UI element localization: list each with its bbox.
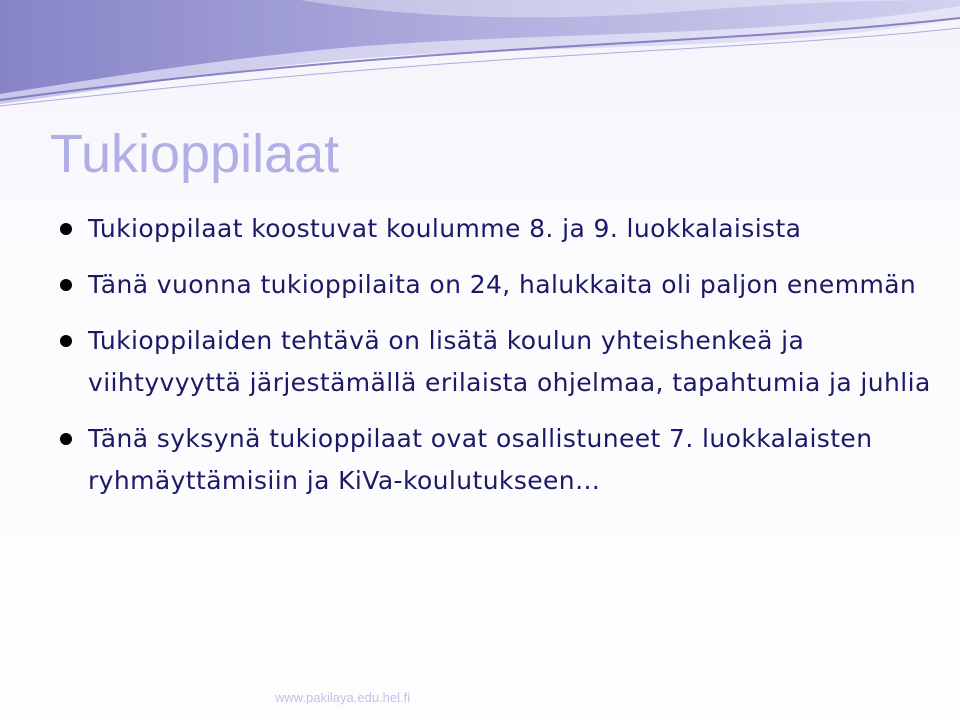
bullet-text: Tukioppilaat koostuvat koulumme 8. ja 9. luokkalaisista [88,214,802,243]
bullet-item [60,264,940,306]
footer-url: www.pakilaya.edu.hel.fi [275,690,411,705]
slide-title: Tukioppilaat [50,124,340,184]
bullet-item [60,208,940,250]
header-wave-decoration [0,0,960,110]
bullet-text: Tänä syksynä tukioppilaat ovat osallistuneet 7. luokkalaisten ryhmäyttämisiin ja KiVa-koulutukseen… [88,424,873,495]
bullet-text: Tukioppilaiden tehtävä on lisätä koulun yhteishenkeä ja viihtyvyyttä järjestämällä erilaista ohjelmaa, tapahtumia ja juhlia [88,326,931,397]
bullet-dot [60,335,72,347]
bullet-dot [60,223,72,235]
bullet-list [60,208,940,516]
bullet-dot [60,279,72,291]
bullet-item [60,418,940,502]
bullet-dot [60,433,72,445]
bullet-text: Tänä vuonna tukioppilaita on 24, halukkaita oli paljon enemmän [88,270,917,299]
bullet-item [60,320,940,404]
